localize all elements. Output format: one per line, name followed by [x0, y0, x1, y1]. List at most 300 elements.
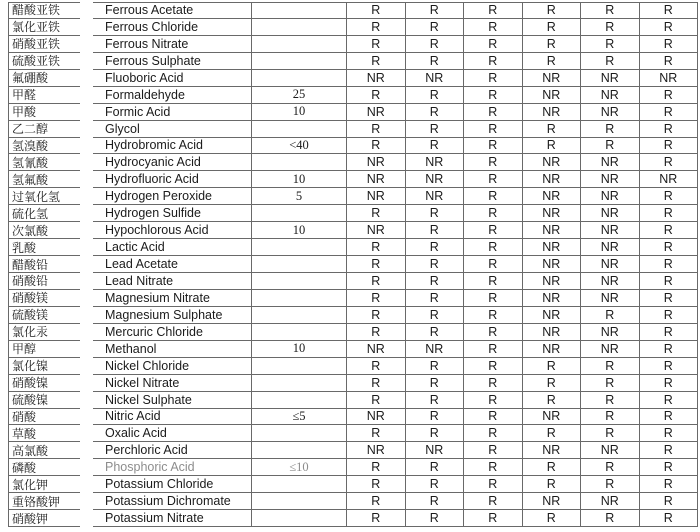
table-row — [8, 442, 698, 459]
rating-cell: NR — [347, 154, 406, 171]
rating-cell: R — [347, 392, 406, 409]
rating-cell: R — [581, 138, 640, 155]
rating-cell: NR — [581, 222, 640, 239]
column-gap — [80, 205, 93, 222]
chemical-name-cn: 氢氟酸 — [8, 171, 80, 188]
rating-cell: R — [347, 87, 406, 104]
column-gap — [80, 392, 93, 409]
table-row — [8, 392, 698, 409]
rating-cell: R — [464, 205, 523, 222]
chemical-name-cn: 乙二醇 — [8, 121, 80, 138]
rating-cell: NR — [347, 188, 406, 205]
chemical-name-en: Potassium Chloride — [93, 476, 252, 493]
column-gap — [80, 19, 93, 36]
chemical-name-en: Formic Acid — [93, 104, 252, 121]
rating-cells — [347, 476, 698, 493]
rating-cell: R — [347, 138, 406, 155]
rating-cell: R — [347, 510, 406, 527]
table-row — [8, 358, 698, 375]
rating-cells — [347, 442, 698, 459]
chemical-name-cn: 醋酸亚铁 — [8, 2, 80, 19]
rating-cell: R — [347, 493, 406, 510]
chemical-name-en: Hydrofluoric Acid — [93, 171, 252, 188]
rating-cell: R — [464, 36, 523, 53]
concentration: 10 — [252, 222, 347, 239]
chemical-name-cn: 过氧化氢 — [8, 188, 80, 205]
rating-cell: R — [347, 324, 406, 341]
rating-cell: R — [640, 188, 699, 205]
rating-cell: R — [581, 307, 640, 324]
rating-cell: R — [640, 53, 699, 70]
column-gap — [80, 2, 93, 19]
table-row — [8, 36, 698, 53]
table-row — [8, 70, 698, 87]
rating-cells — [347, 493, 698, 510]
rating-cell: R — [464, 442, 523, 459]
rating-cell: R — [347, 358, 406, 375]
chemical-name-en: Lead Nitrate — [93, 273, 252, 290]
rating-cells — [347, 307, 698, 324]
rating-cell: NR — [581, 239, 640, 256]
concentration — [252, 70, 347, 87]
table-row — [8, 87, 698, 104]
chemical-name-cn: 氟硼酸 — [8, 70, 80, 87]
rating-cell: R — [640, 324, 699, 341]
rating-cells — [347, 70, 698, 87]
rating-cell: R — [640, 409, 699, 426]
rating-cell: R — [406, 239, 465, 256]
table-row — [8, 53, 698, 70]
table-row — [8, 256, 698, 273]
rating-cell: R — [523, 2, 582, 19]
rating-cell: NR — [640, 70, 699, 87]
rating-cells — [347, 510, 698, 527]
chemical-name-cn: 氢溴酸 — [8, 138, 80, 155]
rating-cell: R — [406, 36, 465, 53]
rating-cell: R — [640, 239, 699, 256]
rating-cells — [347, 392, 698, 409]
rating-cell: R — [347, 307, 406, 324]
rating-cells — [347, 188, 698, 205]
rating-cells — [347, 409, 698, 426]
rating-cell: R — [406, 121, 465, 138]
rating-cell: NR — [523, 493, 582, 510]
table-row — [8, 425, 698, 442]
table-row — [8, 510, 698, 527]
rating-cell: R — [640, 36, 699, 53]
rating-cell: R — [347, 53, 406, 70]
rating-cell: NR — [406, 171, 465, 188]
rating-cell: R — [581, 425, 640, 442]
rating-cells — [347, 104, 698, 121]
rating-cell: R — [581, 121, 640, 138]
rating-cell: R — [406, 205, 465, 222]
rating-cell: R — [406, 510, 465, 527]
rating-cell: R — [464, 375, 523, 392]
concentration — [252, 510, 347, 527]
rating-cell: R — [464, 154, 523, 171]
rating-cell: R — [523, 53, 582, 70]
chemical-name-en: Formaldehyde — [93, 87, 252, 104]
compat-table-body — [8, 2, 698, 527]
concentration: 10 — [252, 341, 347, 358]
concentration — [252, 493, 347, 510]
rating-cell: NR — [523, 104, 582, 121]
chemical-name-en: Nickel Chloride — [93, 358, 252, 375]
rating-cell: R — [523, 375, 582, 392]
rating-cell: R — [581, 459, 640, 476]
rating-cell: R — [464, 392, 523, 409]
rating-cell: R — [640, 425, 699, 442]
rating-cell: NR — [581, 273, 640, 290]
column-gap — [80, 70, 93, 87]
rating-cell: R — [640, 442, 699, 459]
rating-cell: R — [523, 392, 582, 409]
rating-cells — [347, 19, 698, 36]
concentration — [252, 273, 347, 290]
rating-cell: R — [464, 2, 523, 19]
concentration: 5 — [252, 188, 347, 205]
chemical-name-en: Ferrous Acetate — [93, 2, 252, 19]
rating-cell: NR — [347, 409, 406, 426]
column-gap — [80, 476, 93, 493]
chemical-name-cn: 硫化氢 — [8, 205, 80, 222]
chemical-name-en: Ferrous Chloride — [93, 19, 252, 36]
rating-cell: NR — [523, 341, 582, 358]
chemical-name-cn: 氯化亚铁 — [8, 19, 80, 36]
chemical-name-cn: 重铬酸钾 — [8, 493, 80, 510]
rating-cell: R — [464, 273, 523, 290]
column-gap — [80, 239, 93, 256]
rating-cell: R — [523, 510, 582, 527]
rating-cells — [347, 171, 698, 188]
rating-cell: R — [581, 392, 640, 409]
rating-cells — [347, 341, 698, 358]
rating-cell: R — [406, 307, 465, 324]
column-gap — [80, 87, 93, 104]
rating-cell: R — [347, 375, 406, 392]
column-gap — [80, 154, 93, 171]
table-row — [8, 154, 698, 171]
column-gap — [80, 121, 93, 138]
rating-cells — [347, 375, 698, 392]
rating-cell: R — [464, 87, 523, 104]
rating-cell: NR — [347, 341, 406, 358]
chemical-name-en: Hydrogen Sulfide — [93, 205, 252, 222]
chemical-name-en: Hydrogen Peroxide — [93, 188, 252, 205]
rating-cell: NR — [581, 205, 640, 222]
chemical-name-en: Magnesium Nitrate — [93, 290, 252, 307]
rating-cell: R — [406, 392, 465, 409]
rating-cell: R — [406, 358, 465, 375]
rating-cell: R — [640, 205, 699, 222]
rating-cell: R — [406, 256, 465, 273]
concentration — [252, 324, 347, 341]
rating-cell: R — [581, 36, 640, 53]
chemical-name-en: Nickel Nitrate — [93, 375, 252, 392]
concentration — [252, 290, 347, 307]
column-gap — [80, 442, 93, 459]
rating-cell: NR — [523, 324, 582, 341]
chemical-name-cn: 硫酸镁 — [8, 307, 80, 324]
chemical-name-cn: 高氯酸 — [8, 442, 80, 459]
table-row — [8, 171, 698, 188]
chemical-name-cn: 次氯酸 — [8, 222, 80, 239]
rating-cell: R — [406, 375, 465, 392]
rating-cells — [347, 53, 698, 70]
rating-cell: NR — [581, 493, 640, 510]
rating-cell: R — [347, 425, 406, 442]
rating-cell: R — [581, 510, 640, 527]
rating-cell: R — [581, 476, 640, 493]
table-row — [8, 138, 698, 155]
rating-cells — [347, 425, 698, 442]
rating-cells — [347, 36, 698, 53]
chemical-name-en: Hydrocyanic Acid — [93, 154, 252, 171]
rating-cell: R — [640, 290, 699, 307]
rating-cell: R — [640, 476, 699, 493]
rating-cell: R — [464, 358, 523, 375]
rating-cell: R — [347, 273, 406, 290]
column-gap — [80, 36, 93, 53]
rating-cells — [347, 154, 698, 171]
rating-cells — [347, 324, 698, 341]
chemical-name-cn: 硝酸铅 — [8, 273, 80, 290]
rating-cells — [347, 459, 698, 476]
rating-cell: R — [347, 19, 406, 36]
rating-cell: NR — [581, 171, 640, 188]
rating-cell: NR — [523, 205, 582, 222]
concentration — [252, 36, 347, 53]
rating-cell: R — [464, 121, 523, 138]
rating-cell: R — [347, 36, 406, 53]
concentration — [252, 53, 347, 70]
chemical-name-cn: 醋酸铅 — [8, 256, 80, 273]
rating-cell: NR — [347, 442, 406, 459]
table-row — [8, 341, 698, 358]
rating-cells — [347, 256, 698, 273]
rating-cell: R — [464, 425, 523, 442]
rating-cell: NR — [523, 70, 582, 87]
rating-cells — [347, 222, 698, 239]
rating-cell: R — [640, 138, 699, 155]
table-row — [8, 239, 698, 256]
rating-cell: R — [406, 493, 465, 510]
rating-cell: R — [640, 87, 699, 104]
chemical-name-cn: 硝酸镁 — [8, 290, 80, 307]
rating-cell: R — [640, 2, 699, 19]
table-row — [8, 290, 698, 307]
chemical-name-en: Potassium Nitrate — [93, 510, 252, 527]
rating-cell: R — [523, 358, 582, 375]
rating-cell: R — [523, 476, 582, 493]
chemical-name-cn: 硝酸镍 — [8, 375, 80, 392]
chemical-name-en: Magnesium Sulphate — [93, 307, 252, 324]
column-gap — [80, 273, 93, 290]
rating-cells — [347, 121, 698, 138]
chemical-name-cn: 草酸 — [8, 425, 80, 442]
chemical-name-en: Fluoboric Acid — [93, 70, 252, 87]
rating-cell: R — [640, 307, 699, 324]
rating-cell: R — [523, 425, 582, 442]
chemical-name-cn: 甲酸 — [8, 104, 80, 121]
rating-cell: NR — [347, 104, 406, 121]
rating-cell: NR — [581, 290, 640, 307]
column-gap — [80, 324, 93, 341]
rating-cell: R — [640, 493, 699, 510]
table-row — [8, 273, 698, 290]
column-gap — [80, 409, 93, 426]
rating-cell: R — [347, 476, 406, 493]
rating-cell: NR — [523, 307, 582, 324]
rating-cell: NR — [581, 154, 640, 171]
chemical-name-cn: 乳酸 — [8, 239, 80, 256]
chemical-name-en: Lead Acetate — [93, 256, 252, 273]
rating-cell: R — [640, 154, 699, 171]
rating-cell: R — [464, 341, 523, 358]
concentration: ≤10 — [252, 459, 347, 476]
rating-cell: R — [406, 425, 465, 442]
rating-cell: R — [464, 188, 523, 205]
rating-cells — [347, 273, 698, 290]
column-gap — [80, 138, 93, 155]
rating-cell: NR — [581, 70, 640, 87]
rating-cell: NR — [523, 290, 582, 307]
column-gap — [80, 459, 93, 476]
rating-cell: R — [581, 375, 640, 392]
rating-cell: R — [347, 239, 406, 256]
chemical-name-cn: 磷酸 — [8, 459, 80, 476]
rating-cell: R — [581, 409, 640, 426]
rating-cell: NR — [523, 273, 582, 290]
table-row — [8, 307, 698, 324]
concentration — [252, 476, 347, 493]
chemical-name-cn: 氢氰酸 — [8, 154, 80, 171]
rating-cell: R — [464, 104, 523, 121]
rating-cell: R — [640, 459, 699, 476]
chemical-name-en: Oxalic Acid — [93, 425, 252, 442]
rating-cell: R — [581, 358, 640, 375]
chemical-name-en: Ferrous Sulphate — [93, 53, 252, 70]
rating-cell: R — [406, 138, 465, 155]
table-row — [8, 324, 698, 341]
concentration — [252, 307, 347, 324]
table-row — [8, 188, 698, 205]
concentration — [252, 425, 347, 442]
rating-cell: R — [406, 459, 465, 476]
rating-cell: R — [347, 205, 406, 222]
rating-cell: R — [347, 121, 406, 138]
column-gap — [80, 341, 93, 358]
chemical-name-en: Nickel Sulphate — [93, 392, 252, 409]
rating-cell: R — [464, 510, 523, 527]
rating-cell: NR — [640, 171, 699, 188]
column-gap — [80, 358, 93, 375]
concentration — [252, 442, 347, 459]
rating-cell: R — [464, 290, 523, 307]
table-row — [8, 409, 698, 426]
chemical-name-cn: 硫酸亚铁 — [8, 53, 80, 70]
rating-cell: R — [464, 239, 523, 256]
rating-cell: R — [640, 341, 699, 358]
column-gap — [80, 493, 93, 510]
rating-cell: R — [406, 2, 465, 19]
rating-cells — [347, 87, 698, 104]
rating-cell: R — [464, 70, 523, 87]
chemical-resistance-table — [8, 2, 698, 527]
column-gap — [80, 425, 93, 442]
rating-cell: R — [523, 19, 582, 36]
rating-cell: R — [406, 476, 465, 493]
rating-cell: R — [464, 256, 523, 273]
rating-cell: R — [464, 19, 523, 36]
rating-cell: NR — [581, 104, 640, 121]
rating-cell: NR — [581, 324, 640, 341]
concentration — [252, 154, 347, 171]
rating-cell: NR — [581, 188, 640, 205]
rating-cell: NR — [581, 87, 640, 104]
concentration — [252, 205, 347, 222]
rating-cell: R — [347, 290, 406, 307]
rating-cell: NR — [523, 222, 582, 239]
chemical-name-cn: 甲醛 — [8, 87, 80, 104]
rating-cells — [347, 205, 698, 222]
concentration: ≤5 — [252, 409, 347, 426]
rating-cell: R — [523, 36, 582, 53]
rating-cell: R — [406, 19, 465, 36]
rating-cell: R — [464, 53, 523, 70]
column-gap — [80, 510, 93, 527]
rating-cell: R — [640, 375, 699, 392]
rating-cell: R — [406, 290, 465, 307]
rating-cell: R — [406, 409, 465, 426]
table-row — [8, 222, 698, 239]
rating-cell: R — [406, 222, 465, 239]
rating-cell: NR — [523, 442, 582, 459]
rating-cell: NR — [347, 70, 406, 87]
rating-cell: NR — [347, 171, 406, 188]
column-gap — [80, 53, 93, 70]
rating-cell: NR — [406, 188, 465, 205]
rating-cell: NR — [523, 87, 582, 104]
rating-cell: R — [464, 409, 523, 426]
rating-cell: NR — [581, 256, 640, 273]
rating-cell: R — [640, 222, 699, 239]
rating-cell: R — [640, 104, 699, 121]
rating-cell: R — [347, 2, 406, 19]
table-row — [8, 121, 698, 138]
chemical-name-en: Mercuric Chloride — [93, 324, 252, 341]
rating-cell: R — [523, 459, 582, 476]
concentration: 25 — [252, 87, 347, 104]
column-gap — [80, 256, 93, 273]
rating-cell: NR — [523, 239, 582, 256]
rating-cells — [347, 138, 698, 155]
chemical-name-cn: 氯化镍 — [8, 358, 80, 375]
rating-cell: R — [464, 171, 523, 188]
rating-cell: NR — [523, 188, 582, 205]
concentration — [252, 19, 347, 36]
rating-cell: NR — [581, 442, 640, 459]
concentration — [252, 239, 347, 256]
chemical-name-cn: 氯化汞 — [8, 324, 80, 341]
chemical-name-en: Nitric Acid — [93, 409, 252, 426]
rating-cell: NR — [581, 341, 640, 358]
rating-cell: R — [464, 493, 523, 510]
chemical-name-en: Phosphoric Acid — [93, 459, 252, 476]
rating-cell: R — [406, 87, 465, 104]
table-row — [8, 2, 698, 19]
